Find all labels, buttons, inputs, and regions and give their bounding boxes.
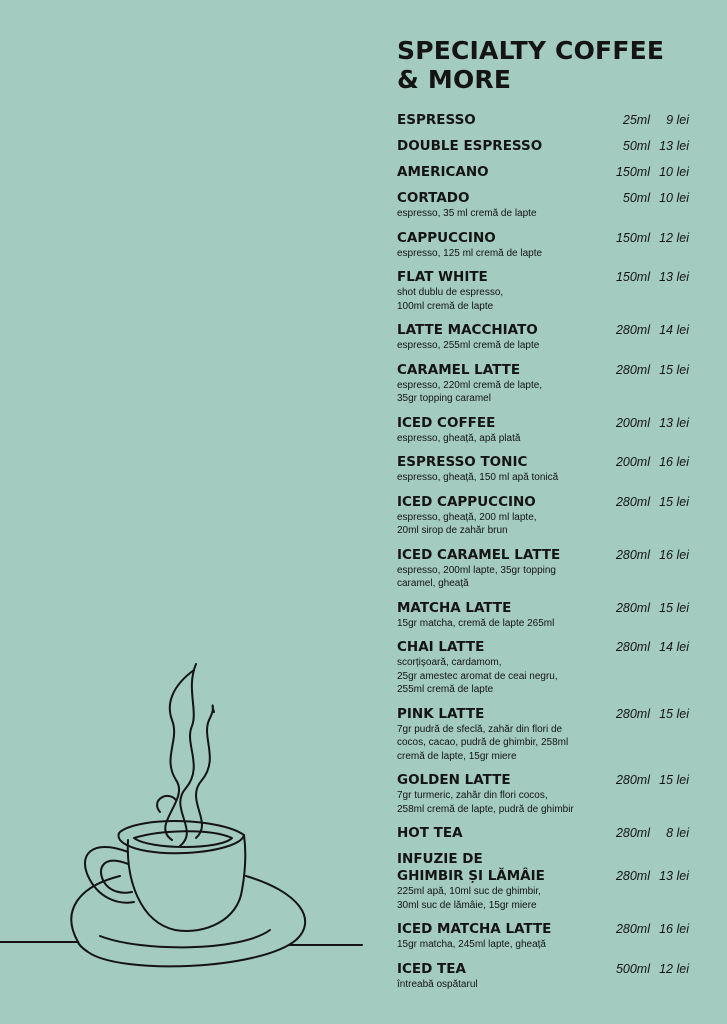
item-volume: 150ml — [615, 270, 650, 284]
item-description-line: espresso, 125 ml cremă de lapte — [397, 247, 543, 259]
item-description-line: 35gr topping caramel — [397, 393, 491, 404]
coffee-cup-icon — [0, 640, 370, 980]
item-description — [397, 207, 602, 221]
item-description — [397, 286, 602, 313]
item-description-line: espresso, gheață, 150 ml apă tonică — [397, 472, 559, 483]
item-volume: 280ml — [615, 706, 650, 721]
item-name-line: INFUZIE DE — [397, 851, 483, 867]
item-price: 15 lei — [659, 773, 689, 787]
item-description — [397, 247, 602, 261]
menu-item — [397, 851, 689, 912]
item-name — [397, 230, 602, 247]
menu-item — [397, 494, 689, 538]
menu-title-line: SPECIALTY COFFEE — [397, 36, 665, 65]
item-name-line: LATTE MACCHIATO — [397, 322, 538, 338]
item-description-line: 7gr turmeric, zahăr din flori cocos, — [397, 790, 548, 801]
menu-column — [397, 36, 689, 1000]
menu-item — [397, 164, 689, 181]
item-volume: 280ml — [615, 362, 650, 377]
item-name — [397, 112, 602, 129]
item-name — [397, 706, 602, 723]
item-description — [397, 723, 602, 764]
item-name-line: HOT TEA — [397, 825, 463, 841]
item-description-line: 225ml apă, 10ml suc de ghimbir, — [397, 886, 541, 897]
item-name — [397, 190, 602, 207]
menu-item — [397, 230, 689, 261]
item-price: 15 lei — [659, 706, 689, 721]
item-name-line: ICED MATCHA LATTE — [397, 921, 552, 937]
item-description — [397, 789, 602, 816]
item-name-line: ICED CARAMEL LATTE — [397, 546, 561, 563]
item-name — [397, 138, 602, 155]
item-name-line: ESPRESSO — [397, 112, 476, 128]
item-name-line: AMERICANO — [397, 164, 489, 180]
menu-item — [397, 706, 689, 764]
menu-item — [397, 190, 689, 221]
item-volume: 50ml — [622, 191, 650, 205]
item-price: 16 lei — [659, 922, 689, 936]
item-name — [397, 415, 602, 432]
item-name-line: ICED COFFEE — [397, 414, 496, 431]
item-volume: 200ml — [615, 455, 650, 469]
item-volume: 200ml — [615, 415, 650, 430]
item-name-line: PINK LATTE — [397, 705, 485, 722]
item-description-line: 20ml sirop de zahăr brun — [397, 525, 508, 536]
item-name-line: ICED CAPPUCCINO — [397, 493, 536, 510]
item-price: 16 lei — [659, 547, 689, 562]
menu-item — [397, 362, 689, 406]
item-name — [397, 772, 602, 789]
item-name — [397, 322, 602, 339]
item-name — [397, 547, 602, 564]
item-description-line: 30ml suc de lămâie, 15gr miere — [397, 899, 537, 911]
item-description-line: espresso, 35 ml cremă de lapte — [397, 208, 537, 219]
item-price: 13 lei — [659, 139, 689, 153]
item-name-line: CORTADO — [397, 190, 470, 206]
item-name-line: DOUBLE ESPRESSO — [397, 138, 543, 154]
menu-item — [397, 639, 689, 697]
item-description-line: shot dublu de espresso, — [397, 287, 504, 298]
item-price: 13 lei — [659, 415, 689, 430]
item-price: 14 lei — [659, 323, 689, 337]
item-description-line: 258ml cremă de lapte, pudră de ghimbir — [397, 803, 574, 815]
item-name-line: MATCHA LATTE — [397, 599, 512, 616]
item-name — [397, 851, 602, 885]
item-name — [397, 961, 602, 978]
item-description-line: 7gr pudră de sfeclă, zahăr din flori de — [397, 723, 563, 735]
item-description — [397, 885, 602, 912]
item-description-line: scorțișoară, cardamom, — [397, 657, 502, 668]
menu-item — [397, 547, 689, 591]
menu-item — [397, 600, 689, 631]
item-price: 10 lei — [659, 191, 689, 205]
item-name-line: FLAT WHITE — [397, 269, 488, 285]
item-volume: 280ml — [615, 640, 650, 654]
menu-item — [397, 269, 689, 313]
menu-item — [397, 322, 689, 353]
item-name-line: CARAMEL LATTE — [397, 361, 521, 378]
item-name-line: CHAI LATTE — [397, 639, 485, 655]
item-description-line: 15gr matcha, cremă de lapte 265ml — [397, 617, 555, 629]
item-description — [397, 511, 602, 538]
item-description — [397, 617, 602, 631]
menu-item — [397, 772, 689, 816]
item-name — [397, 600, 602, 617]
item-price: 14 lei — [659, 640, 689, 654]
item-volume: 50ml — [622, 139, 650, 153]
item-description-line: 100ml cremă de lapte — [397, 300, 494, 312]
menu-title-line: & MORE — [397, 65, 512, 94]
item-name — [397, 921, 602, 938]
item-description-line: espresso, 220ml cremă de lapte, — [397, 379, 543, 391]
menu-item — [397, 138, 689, 155]
item-description-line: întreabă ospătarul — [397, 978, 478, 990]
item-description-line: espresso, gheață, 200 ml lapte, — [397, 511, 537, 523]
item-description-line: espresso, 200ml lapte, 35gr topping — [397, 564, 556, 576]
menu-item — [397, 112, 689, 129]
item-price: 10 lei — [659, 165, 689, 179]
item-volume: 150ml — [615, 230, 650, 245]
item-description-line: 15gr matcha, 245ml lapte, gheață — [397, 939, 546, 950]
item-name — [397, 454, 602, 471]
item-description — [397, 938, 602, 952]
item-price: 15 lei — [659, 494, 689, 509]
item-name — [397, 164, 602, 181]
item-price: 13 lei — [659, 270, 689, 284]
item-description — [397, 339, 602, 353]
menu-item — [397, 825, 689, 842]
item-name-line: ESPRESSO TONIC — [397, 454, 528, 470]
item-description-line: caramel, gheață — [397, 578, 469, 589]
item-price: 16 lei — [659, 455, 689, 469]
item-volume: 280ml — [615, 773, 650, 787]
item-description — [397, 564, 602, 591]
item-description-line: cremă de lapte, 15gr miere — [397, 750, 517, 762]
menu-items — [397, 112, 689, 991]
item-name — [397, 362, 602, 379]
item-volume: 280ml — [615, 547, 650, 562]
item-volume: 280ml — [615, 826, 650, 840]
item-price: 8 lei — [666, 826, 689, 840]
item-description — [397, 379, 602, 406]
item-name-line: GOLDEN LATTE — [397, 772, 511, 788]
menu-item — [397, 921, 689, 952]
item-price: 15 lei — [659, 600, 689, 615]
item-name — [397, 269, 602, 286]
item-volume: 280ml — [615, 323, 650, 337]
menu-item — [397, 961, 689, 992]
item-description — [397, 432, 602, 446]
item-description-line: espresso, gheață, apă plată — [397, 432, 521, 444]
item-volume: 280ml — [615, 494, 650, 509]
item-volume: 500ml — [615, 961, 650, 976]
item-description — [397, 471, 602, 485]
item-price: 9 lei — [666, 113, 689, 127]
item-description-line: 25gr amestec aromat de ceai negru, — [397, 670, 558, 682]
menu-item — [397, 415, 689, 446]
item-volume: 280ml — [615, 869, 650, 883]
item-description — [397, 656, 602, 697]
item-description-line: espresso, 255ml cremă de lapte — [397, 340, 540, 351]
menu-item — [397, 454, 689, 485]
item-volume: 150ml — [615, 165, 650, 179]
item-description — [397, 978, 602, 992]
item-name-line: ICED TEA — [397, 960, 466, 977]
item-price: 15 lei — [659, 362, 689, 377]
item-description-line: 255ml cremă de lapte — [397, 684, 494, 695]
item-price: 13 lei — [659, 869, 689, 883]
item-price: 12 lei — [659, 230, 689, 245]
item-name-line: CAPPUCCINO — [397, 229, 496, 246]
item-price: 12 lei — [659, 961, 689, 976]
menu-title — [397, 36, 689, 94]
item-volume: 280ml — [615, 922, 650, 936]
item-name — [397, 639, 602, 656]
item-name — [397, 825, 602, 842]
item-volume: 280ml — [615, 600, 650, 615]
item-volume: 25ml — [622, 113, 650, 127]
item-name — [397, 494, 602, 511]
item-description-line: cocos, cacao, pudră de ghimbir, 258ml — [397, 737, 569, 748]
item-name-line: GHIMBIR ȘI LĂMÂIE — [397, 868, 545, 884]
